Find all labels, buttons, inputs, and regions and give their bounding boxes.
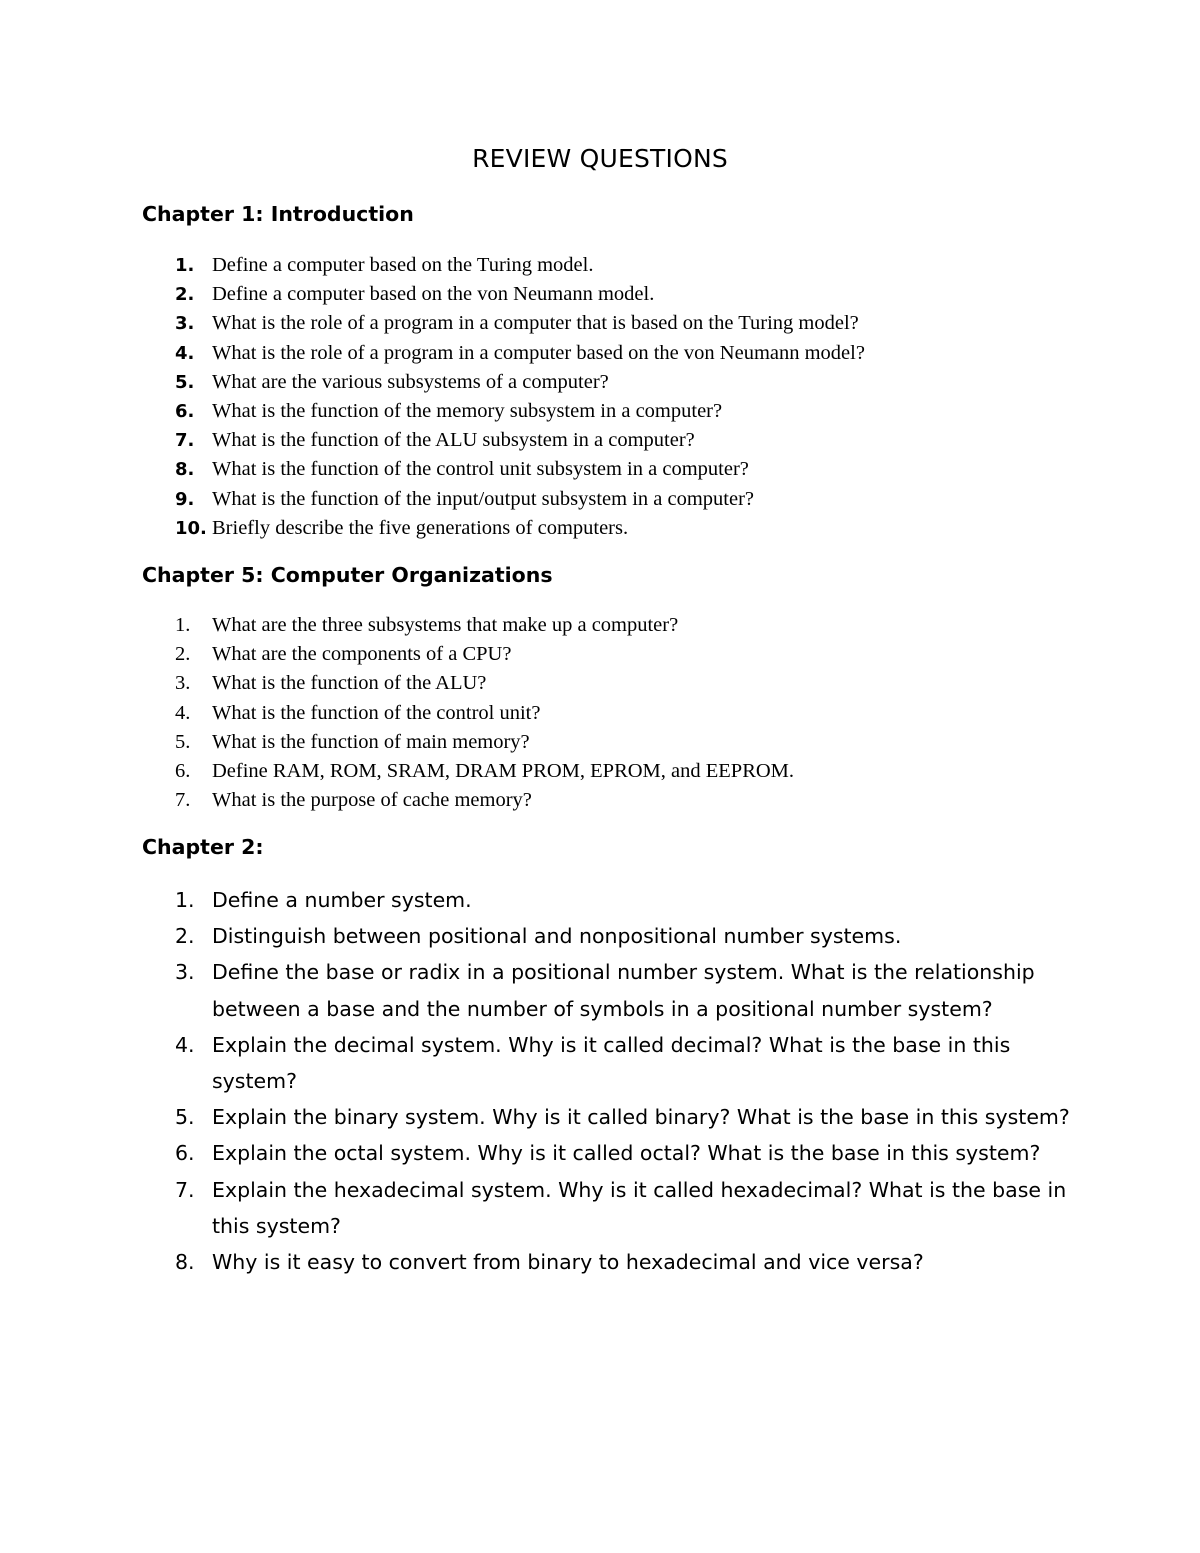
question-text: Define a computer based on the Turing model. [212, 254, 594, 276]
list-item [142, 455, 865, 484]
question-text: What are the various subsystems of a computer? [212, 370, 609, 393]
chapter-5-question-list [142, 611, 794, 815]
question-number: 4. [175, 701, 191, 724]
question-text: What are the three subsystems that make up a computer? [212, 614, 679, 636]
question-number: 7. [175, 430, 195, 452]
question-number: 8. [175, 1250, 195, 1275]
list-item [142, 485, 865, 514]
question-text: Explain the binary system. Why is it called binary? What is the base in this system? [212, 1105, 1070, 1130]
question-text: What is the role of a program in a computer based on the von Neumann model? [212, 341, 865, 364]
question-text: What is the function of main memory? [212, 730, 530, 753]
question-text: What is the purpose of cache memory? [212, 789, 532, 812]
question-text: What is the function of the control unit subsystem in a computer? [212, 458, 749, 481]
chapter-heading: Chapter 5: Computer Organizations [142, 563, 553, 587]
question-text: Distinguish between positional and nonpositional number systems. [212, 924, 902, 949]
question-text: Define a number system. [212, 888, 472, 912]
question-text: What are the components of a CPU? [212, 643, 512, 666]
question-number: 2. [175, 643, 191, 666]
list-item [142, 1172, 1072, 1244]
question-text: Explain the octal system. Why is it called octal? What is the base in this system? [212, 1141, 1041, 1166]
list-item [142, 426, 865, 455]
list-item [142, 280, 865, 309]
question-number: 3. [175, 960, 195, 985]
list-item [142, 918, 1072, 954]
question-number: 6. [175, 759, 191, 782]
question-number: 1. [175, 614, 191, 636]
question-number: 9. [175, 488, 195, 510]
question-number: 10. [175, 517, 207, 539]
question-number: 3. [175, 672, 191, 695]
question-number: 7. [175, 789, 191, 812]
list-item [142, 954, 1072, 1026]
question-number: 6. [175, 400, 195, 422]
list-item [142, 1135, 1072, 1171]
question-number: 1. [175, 255, 195, 276]
list-item [142, 1244, 1072, 1280]
question-number: 2. [175, 924, 195, 949]
chapter-heading: Chapter 1: Introduction [142, 202, 414, 226]
list-item [142, 728, 794, 757]
question-number: 4. [175, 342, 195, 364]
question-text: Explain the hexadecimal system. Why is it called hexadecimal? What is the base in this system? [212, 1177, 1067, 1238]
list-item [142, 339, 865, 368]
list-item [142, 699, 794, 728]
page-title: REVIEW QUESTIONS [472, 144, 728, 173]
question-number: 1. [175, 888, 195, 912]
question-text: What is the role of a program in a computer that is based on the Turing model? [212, 312, 859, 335]
question-text: Briefly describe the five generations of computers. [212, 516, 629, 539]
question-number: 5. [175, 1105, 195, 1130]
list-item [142, 1027, 1072, 1099]
list-item [142, 251, 865, 280]
chapter-heading: Chapter 2: [142, 835, 264, 859]
list-item [142, 397, 865, 426]
question-number: 6. [175, 1141, 195, 1166]
question-number: 5. [175, 730, 191, 753]
list-item [142, 368, 865, 397]
list-item [142, 882, 1072, 918]
question-text: What is the function of the ALU? [212, 672, 487, 695]
question-text: Why is it easy to convert from binary to hexadecimal and vice versa? [212, 1250, 924, 1275]
list-item [142, 611, 794, 640]
question-number: 2. [175, 284, 195, 306]
question-text: What is the function of the memory subsystem in a computer? [212, 399, 723, 422]
question-number: 7. [175, 1177, 195, 1202]
question-text: What is the function of the ALU subsystem in a computer? [212, 429, 695, 452]
question-number: 8. [175, 459, 195, 481]
list-item [142, 514, 865, 543]
list-item [142, 640, 794, 669]
list-item [142, 309, 865, 338]
question-text: Define RAM, ROM, SRAM, DRAM PROM, EPROM, and EEPROM. [212, 759, 795, 782]
question-text: What is the function of the control unit? [212, 701, 541, 724]
question-number: 3. [175, 313, 195, 335]
question-text: Define the base or radix in a positional number system. What is the relationship between a base and the number of symbols in a positional number system? [212, 960, 1035, 1021]
list-item [142, 757, 794, 786]
question-number: 5. [175, 371, 195, 393]
chapter-1-question-list [142, 251, 865, 543]
chapter-2-question-list [142, 882, 1072, 1280]
list-item [142, 669, 794, 698]
list-item [142, 786, 794, 815]
question-text: Define a computer based on the von Neumann model. [212, 283, 655, 306]
question-text: What is the function of the input/output subsystem in a computer? [212, 487, 755, 510]
list-item [142, 1099, 1072, 1135]
question-text: Explain the decimal system. Why is it called decimal? What is the base in this system? [212, 1032, 1011, 1094]
question-number: 4. [175, 1032, 195, 1057]
